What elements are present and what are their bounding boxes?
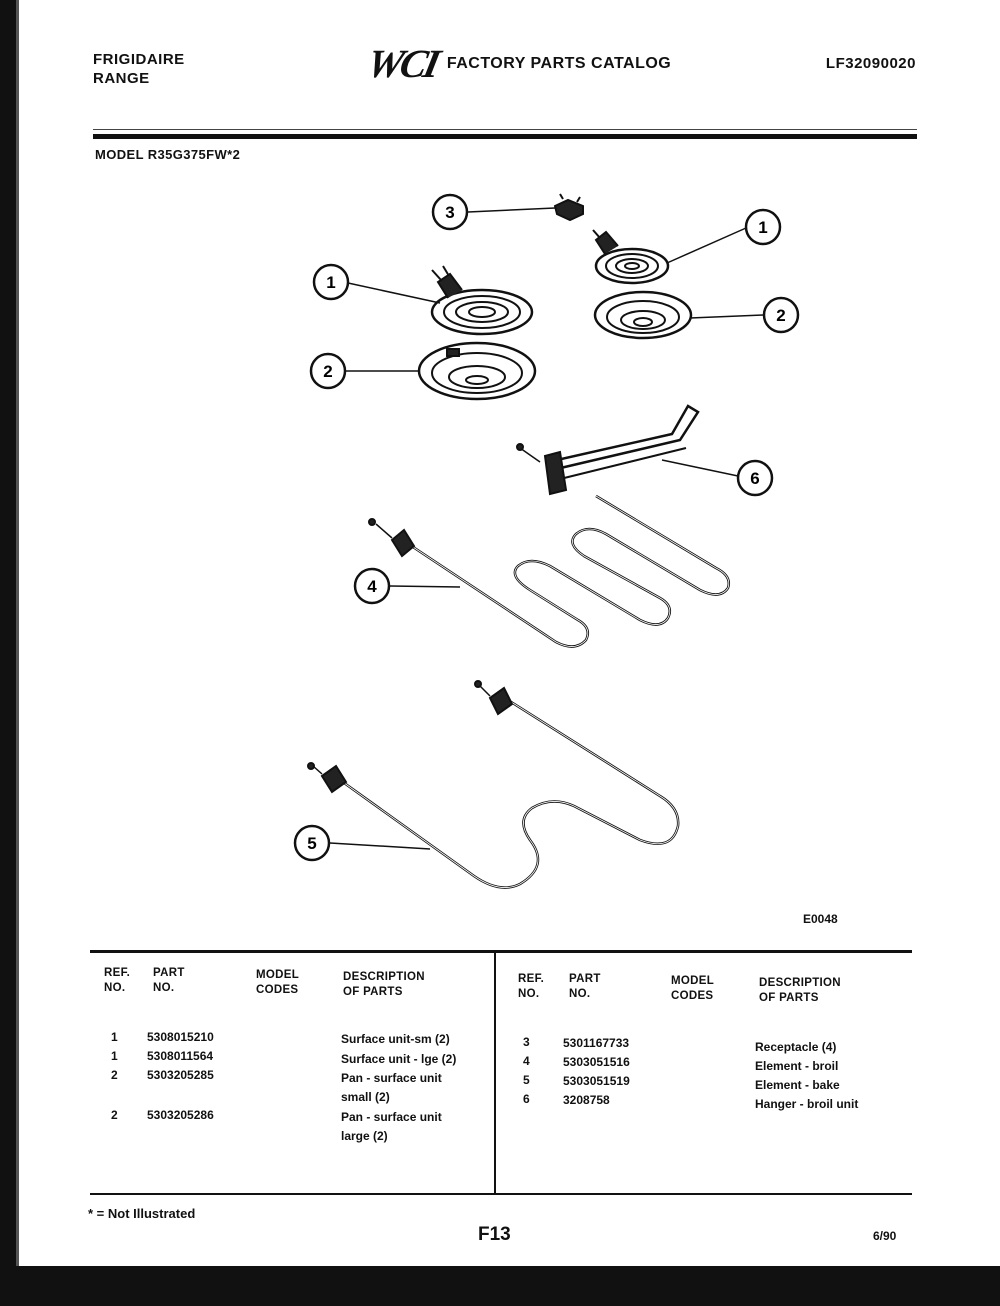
part-number: 5308011564 [147, 1049, 214, 1063]
ref-no: 2 [111, 1108, 118, 1122]
callout-4 [355, 569, 389, 603]
part-number: 5301167733 [563, 1036, 630, 1050]
revision-date: 6/90 [873, 1229, 897, 1243]
broil-element-part [369, 496, 729, 647]
part-description: Hanger - broil unit [755, 1097, 859, 1111]
part-description: Pan - surface unit large (2) [341, 1110, 442, 1143]
leader-5 [330, 843, 430, 849]
callout-3 [433, 195, 467, 229]
header-ref-no-right: REF. NO. [518, 973, 545, 1000]
part-number: 5303051516 [563, 1055, 630, 1069]
callout-2-left [311, 354, 345, 388]
ref-no: 1 [111, 1049, 118, 1063]
part-number: 5308015210 [147, 1030, 214, 1044]
part-description: Surface unit - lge (2) [341, 1052, 457, 1066]
part-description: Element - bake [755, 1078, 840, 1092]
table-row [111, 1066, 118, 1085]
leader-4 [390, 586, 460, 587]
svg-text:1: 1 [758, 218, 768, 237]
table-row [523, 1071, 530, 1090]
catalog-title: FACTORY PARTS CATALOG [446, 54, 672, 72]
model-label: MODEL R35G375FW*2 [95, 147, 241, 162]
callout-2-right [764, 298, 798, 332]
ref-no: 2 [111, 1068, 118, 1082]
table-row [523, 1052, 530, 1071]
part-number: 5303205285 [147, 1068, 214, 1082]
svg-text:2: 2 [776, 306, 786, 325]
catalog-number: LF32090020 [825, 55, 916, 72]
table-row [523, 1090, 530, 1109]
ref-no: 5 [523, 1073, 530, 1087]
header-ref-no: REF. NO. [104, 967, 131, 994]
part-description: Receptacle (4) [755, 1040, 837, 1054]
svg-text:1: 1 [326, 273, 336, 292]
leader-6 [662, 460, 738, 476]
page-number: F13 [478, 1224, 511, 1245]
svg-text:2: 2 [323, 362, 333, 381]
header-description-right: DESCRIPTION OF PARTS [759, 977, 841, 1004]
table-top-rule [90, 950, 912, 953]
table-bottom-rule [90, 1193, 912, 1195]
svg-text:4: 4 [367, 577, 377, 596]
part-number: 5303051519 [563, 1074, 630, 1088]
table-row [111, 1106, 118, 1125]
surface-unit-right [593, 230, 668, 283]
surface-unit-left [432, 266, 532, 334]
callout-6 [738, 461, 772, 495]
header-model-codes-right: MODEL CODES [671, 975, 715, 1002]
table-row [111, 1028, 118, 1047]
wci-logo: WCI [363, 41, 442, 86]
part-number: 5303205286 [147, 1108, 214, 1122]
table-row [111, 1047, 118, 1066]
leader-1-right [667, 228, 746, 263]
callout-1-right [746, 210, 780, 244]
scan-edge-bottom [0, 1266, 1000, 1306]
header-description: DESCRIPTION OF PARTS [343, 971, 425, 998]
svg-text:5: 5 [307, 834, 317, 853]
ref-no: 1 [111, 1030, 118, 1044]
ref-no: 3 [523, 1035, 530, 1049]
header-part-no: PART NO. [153, 967, 185, 994]
header-part-no-right: PART NO. [569, 973, 601, 1000]
svg-text:3: 3 [445, 203, 455, 222]
ref-no: 6 [523, 1092, 530, 1106]
part-description: Pan - surface unit small (2) [341, 1071, 442, 1104]
broil-hanger-part [517, 406, 698, 494]
ref-no: 4 [523, 1054, 530, 1068]
leader-2-right [690, 315, 764, 318]
not-illustrated-note: * = Not Illustrated [88, 1206, 196, 1221]
brand-name: FRIGIDAIRE [93, 51, 185, 68]
surface-pan-right [595, 292, 691, 338]
figure-code: E0048 [803, 912, 838, 926]
table-row [523, 1033, 530, 1052]
header-model-codes: MODEL CODES [256, 969, 300, 996]
part-description: Element - broil [755, 1059, 839, 1073]
leader-1-left [348, 283, 440, 303]
part-number: 3208758 [563, 1093, 610, 1107]
surface-pan-left [419, 343, 535, 399]
product-type: RANGE [93, 70, 150, 87]
part-description: Surface unit-sm (2) [341, 1032, 450, 1046]
receptacle-part [555, 194, 583, 220]
bake-element-part [308, 681, 678, 888]
callout-1-left [314, 265, 348, 299]
leader-3 [468, 208, 555, 212]
svg-text:6: 6 [750, 469, 760, 488]
callout-5 [295, 826, 329, 860]
table-divider [494, 953, 496, 1193]
